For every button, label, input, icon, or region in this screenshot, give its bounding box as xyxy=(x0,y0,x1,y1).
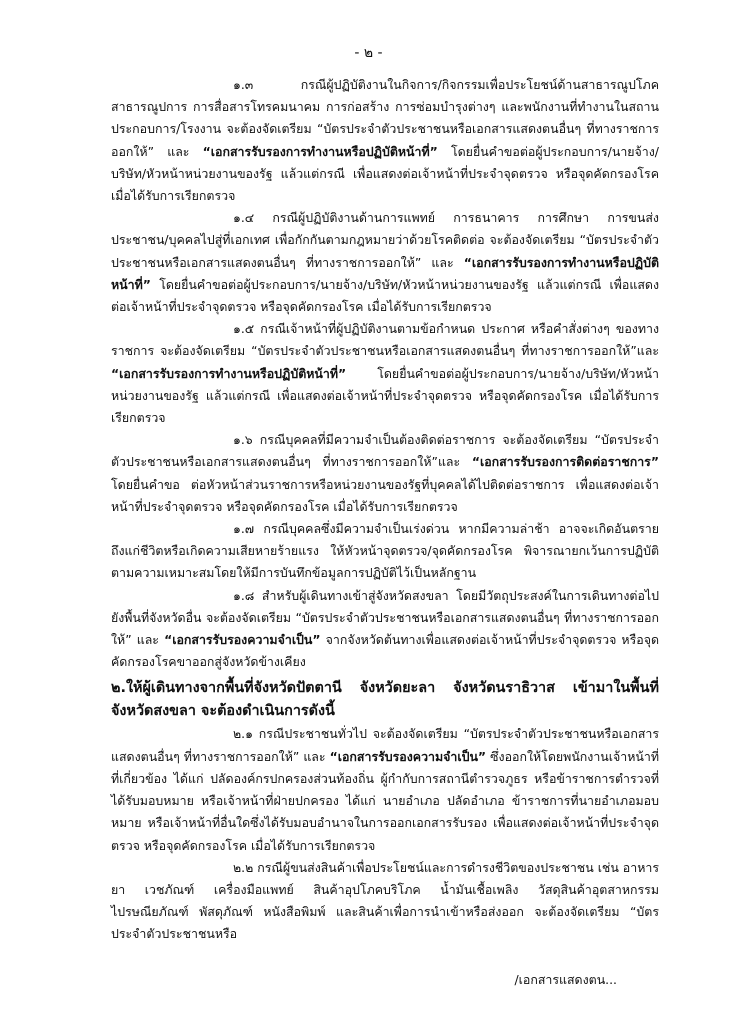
paragraph xyxy=(111,318,659,429)
page-number: - ๒ - xyxy=(354,45,383,61)
text-segment: ซึ่งออกให้โดยพนักงานเจ้าหน้าที่ที่เกี่ยวข้อง ได้แก่ ปลัดองค์กรปกครองส่วนท้องถิ่น ผู้กำกับการสถานีตำรวจภูธร หรือข้าราชการตำรวจที่ได้รับมอบหมาย หรือเจ้าหน้าที่ฝ่ายปกครอง ได้แก่ นายอำเภอ ปลัดอำเภอ ข้าราชการที่นายอำเภอมอบหมาย หรือเจ้าหน้าที่อื่นใดซึ่งได้รับมอบอำนาจในการออกเอกสารรับรอง เพื่อแสดงต่อเจ้าหน้าที่ประจำจุดตรวจ หรือจุดคัดกรองโรค เมื่อได้รับการเรียกตรวจ xyxy=(111,748,659,853)
bold-text: “เอกสารรับรองการติดต่อราชการ” xyxy=(471,454,659,470)
paragraph xyxy=(111,518,659,585)
text-segment: ๑.๔ กรณีผู้ปฏิบัติงานด้านการแพทย์ การธนาคาร การศึกษา การขนส่งประชาชน/บุคคลไปสู่ที่เอกเทศ เพื่อกักกันตามกฎหมายว่าด้วยโรคติดต่อ จะต้องจัดเตรียม “บัตรประจำตัวประชาชนหรือเอกสารแสดงตนอื่นๆ ที่ทางราชการออกให้” และ xyxy=(111,210,659,270)
paragraph xyxy=(111,74,659,207)
text-segment: ๑.๘ สำหรับผู้เดินทางเข้าสู่จังหวัดสงขลา โดยมีวัตถุประสงค์ในการเดินทางต่อไปยังพื้นที่จังหวัดอื่น จะต้องจัดเตรียม “บัตรประจำตัวประชาชนหรือเอกสารแสดงตนอื่นๆ ที่ทางราชการออกให้” และ xyxy=(111,587,659,648)
text-segment: “บัตรประจำตัวประชาชนหรือเอกสารแสดงตนอื่นๆ ที่ทางราชการออกให้” xyxy=(111,121,659,159)
bold-text: “เอกสารรับรองความจำเป็น” xyxy=(164,632,321,648)
text-segment: ๒.๒ กรณีผู้ขนส่งสินค้าเพื่อประโยชน์และการดำรงชีวิตของประชาชน เช่น อาหาร ยา เวชภัณฑ์ เครื่องมือแพทย์ สินค้าอุปโภคบริโภค น้ำมันเชื้อเพลิง วัสดุสินค้าอุตสาหกรรม ไปรษณียภัณฑ์ พัสดุภัณฑ์ หนังสือพิมพ์ และสินค้าเพื่อการนำเข้าหรือส่งออก จะต้องจัดเตรียม “บัตรประจำตัวประชาชนหรือ xyxy=(111,859,659,942)
text-segment: ๑.๖ กรณีบุคคลที่มีความจำเป็นต้องติดต่อราชการ จะต้องจัดเตรียม “บัตรประจำตัวประชาชนหรือเอกสารแสดงตนอื่นๆ ที่ทางราชการออกให้”และ xyxy=(111,432,659,470)
text-segment: ๑.๓ กรณีผู้ปฏิบัติงานในกิจการ/กิจกรรมเพื่อประโยชน์ด้านสาธารณูปโภค สาธารณูปการ การสื่อสารโทรคมนาคม การก่อสร้าง การซ่อมบำรุงต่างๆ และพนักงานที่ทำงานในสถานประกอบการ/โรงงาน จะต้องจัดเตรียม xyxy=(111,77,659,137)
paragraph xyxy=(111,207,659,318)
continuation-note: /เอกสารแสดงตน... xyxy=(514,972,617,987)
text-segment: จากจังหวัดต้นทางเพื่อแสดงต่อเจ้าหน้าที่ประจำจุดตรวจ หรือจุดคัดกรองโรคขาออกสู่จังหวัดข้างเคียง xyxy=(111,632,659,670)
bold-text: “เอกสารรับรองการทำงานหรือปฏิบัติหน้าที่” xyxy=(202,143,438,159)
text-segment: ๑.๗ กรณีบุคคลซึ่งมีความจำเป็นเร่งด่วน หากมีความล่าช้า อาจจะเกิดอันตรายถึงแก่ชีวิตหรือเกิดความเสียหายร้ายแรง ให้หัวหน้าจุดตรวจ/จุดคัดกรองโรค พิจารณายกเว้นการปฏิบัติตามความเหมาะสมโดยให้มีการบันทึกข้อมูลการปฏิบัติไว้เป็นหลักฐาน xyxy=(111,521,659,581)
text-segment: โดยยื่นคำขอต่อผู้ประกอบการ/นายจ้าง/บริษัท/หัวหน้าหน่วยงานของรัฐ แล้วแต่กรณี เพื่อแสดงต่อเจ้าหน้าที่ประจำจุดตรวจ หรือจุดคัดกรองโรค เมื่อได้รับการเรียกตรวจ xyxy=(111,365,659,426)
bold-text: “เอกสารรับรองการทำงานหรือปฏิบัติหน้าที่” xyxy=(111,365,347,381)
text-segment: โดยยื่นคำขอ ต่อหัวหน้าส่วนราชการหรือหน่วยงานของรัฐที่บุคคลได้ไปติดต่อราชการ เพื่อแสดงต่อเจ้าหน้าที่ประจำจุดตรวจ หรือจุดคัดกรองโรค เมื่อได้รับการเรียกตรวจ xyxy=(111,476,659,514)
text-segment: โดยยื่นคำขอต่อผู้ประกอบการ/นายจ้าง/บริษัท/หัวหน้าหน่วยงานของรัฐ แล้วแต่กรณี เพื่อแสดงต่อเจ้าหน้าที่ประจำจุดตรวจ หรือจุดคัดกรองโรค เมื่อได้รับการเรียกตรวจ xyxy=(111,276,659,315)
paragraph xyxy=(111,723,659,856)
paragraph xyxy=(111,857,659,946)
section-heading xyxy=(111,677,659,723)
bold-text: “เอกสารรับรองความจำเป็น” xyxy=(329,748,487,764)
paragraph xyxy=(111,585,659,674)
document-body xyxy=(111,74,659,946)
text-segment: โดยยื่นคำขอต่อผู้ประกอบการ/นายจ้าง/บริษัท/หัวหน้าหน่วยงานของรัฐ แล้วแต่กรณี เพื่อแสดงต่อเจ้าหน้าที่ประจำจุดตรวจ หรือจุดคัดกรองโรค เมื่อได้รับการเรียกตรวจ xyxy=(111,143,659,204)
text-segment: ๒.๑ กรณีประชาชนทั่วไป จะต้องจัดเตรียม “บัตรประจำตัวประชาชนหรือเอกสารแสดงตนอื่นๆ ที่ทางราชการออกให้” และ xyxy=(111,726,659,764)
paragraph xyxy=(111,429,659,518)
text-segment: และ xyxy=(154,143,203,159)
bold-text: ๒.ให้ผู้เดินทางจากพื้นที่จังหวัดปัตตานี จังหวัดยะลา จังหวัดนราธิวาส เข้ามาในพื้นที่จังหวัดสงขลา จะต้องดำเนินการดังนี้ xyxy=(111,680,659,720)
text-segment: ๑.๕ กรณีเจ้าหน้าที่ผู้ปฏิบัติงานตามข้อกำหนด ประกาศ หรือคำสั่งต่างๆ ของทางราชการ จะต้องจัดเตรียม “บัตรประจำตัวประชาชนหรือเอกสารแสดงตนอื่นๆ ที่ทางราชการออกให้”และ xyxy=(111,321,659,359)
bold-text: “เอกสารรับรองการทำงานหรือปฏิบัติหน้าที่” xyxy=(111,254,659,292)
